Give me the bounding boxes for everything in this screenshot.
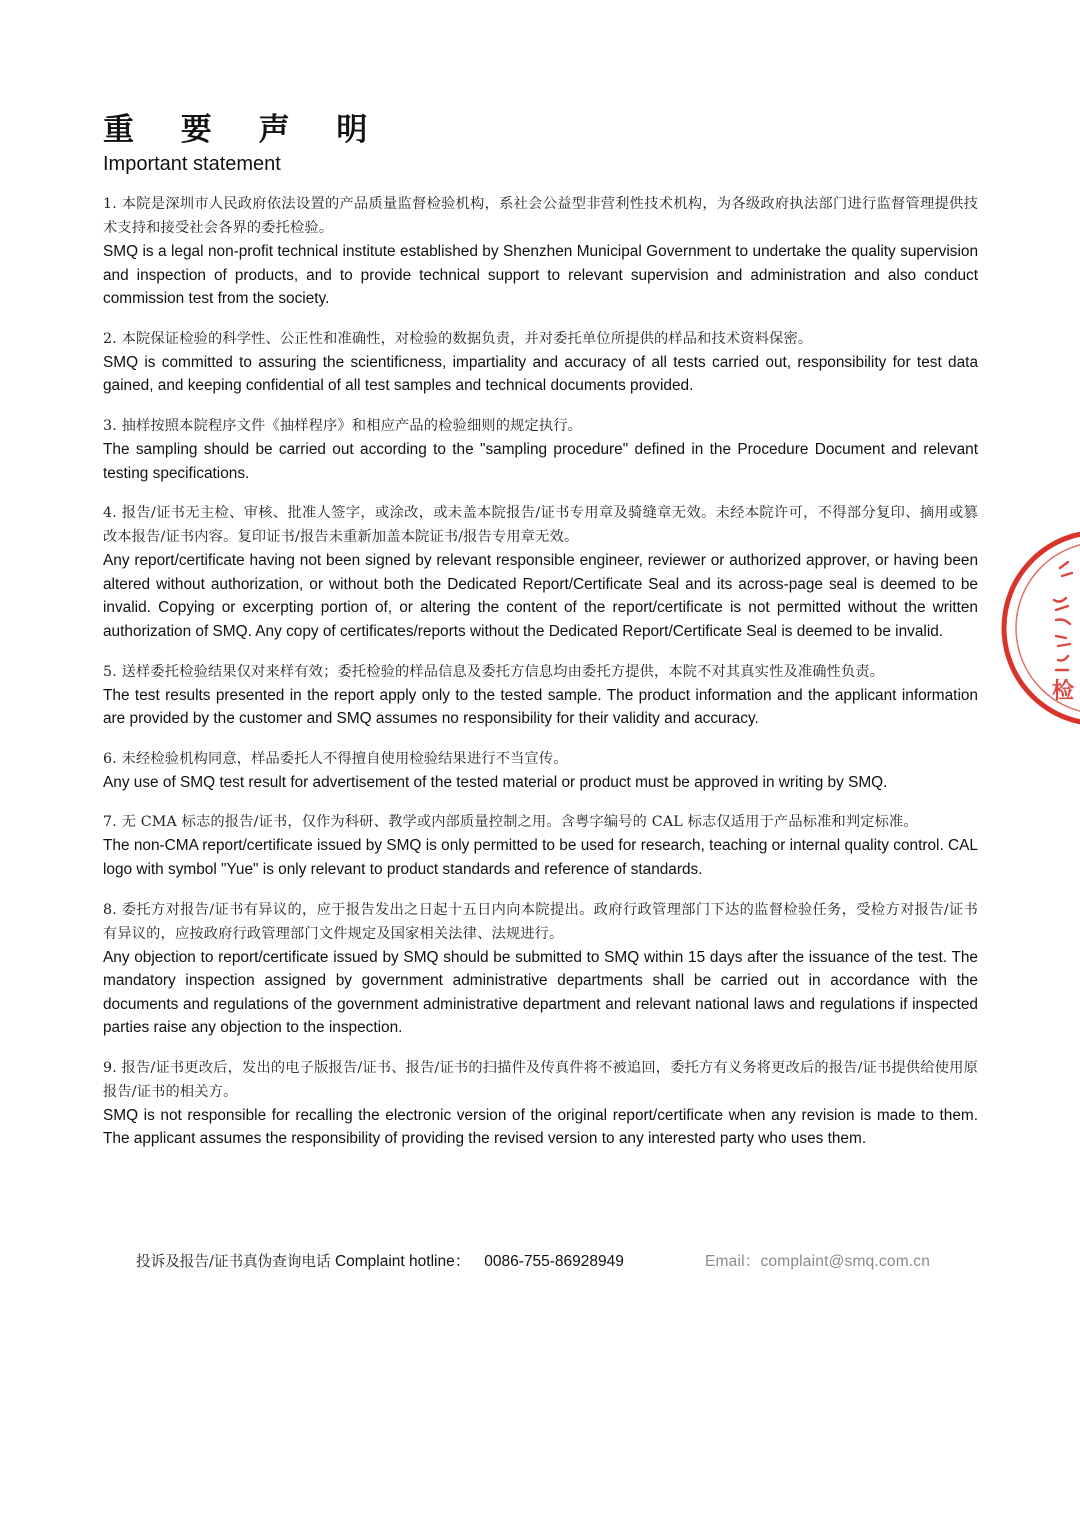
statement-text-cn: 2. 本院保证检验的科学性、公正性和准确性，对检验的数据负责，并对委托单位所提供的样品和技术资料保密。 — [103, 330, 813, 347]
statement-text-cn: 7. 无 CMA 标志的报告/证书，仅作为科研、教学或内部质量控制之用。含粤字编号的 CAL 标志仅适用于产品标准和判定标准。 — [103, 814, 918, 831]
statement-item — [103, 327, 978, 398]
statement-item — [103, 192, 978, 311]
statement-item — [103, 747, 978, 795]
red-seal-stamp — [1040, 528, 1080, 728]
statement-text-cn: 1. 本院是深圳市人民政府依法设置的产品质量监督检验机构，系社会公益型非营利性技术机构，为各级政府执法部门进行监督管理提供技术支持和接受社会各界的委托检验。 — [103, 196, 978, 236]
statement-text-en: The sampling should be carried out according to the "sampling procedure" defined in the Procedure Document and relevant testing specifications. — [103, 440, 978, 482]
statement-list — [103, 192, 978, 1167]
seal-glyph-strokes — [1054, 562, 1072, 670]
statement-text-en: The non-CMA report/certificate issued by SMQ is only permitted to be used for research, teaching or internal quality control. CAL logo with symbol "Yue" is only relevant to product standards and reference of standards. — [103, 837, 978, 878]
statement-text-en: The test results presented in the report apply only to the tested sample. The product information and the applicant information are provided by the customer and SMQ assumes no responsibility for their validity and accuracy. — [103, 686, 978, 728]
complaint-email[interactable]: Email：complaint@smq.com.cn — [705, 1253, 931, 1270]
page-title-cn: 重 要 声 明 — [103, 112, 386, 148]
hotline-label-cn: 投诉及报告/证书真伪查询电话 — [136, 1253, 331, 1270]
hotline-label-en: Complaint hotline： — [330, 1253, 471, 1270]
statement-text-en: Any use of SMQ test result for advertisement of the tested material or product must be approved in writing by SMQ. — [103, 773, 888, 791]
statement-text-cn: 6. 未经检验机构同意，样品委托人不得擅自使用检验结果进行不当宣传。 — [103, 750, 568, 767]
statement-text-en: Any objection to report/certificate issued by SMQ should be submitted to SMQ within 15 days after the issuance of the test. The mandatory inspection assigned by government administrative departments shall be carried out in accordance with the documents and regulations of the government administrative department and relevant national laws and regulations if inspected parties raise any objection to the inspection. — [103, 948, 978, 1037]
statement-item — [103, 501, 978, 643]
statement-text-cn: 3. 抽样按照本院程序文件《抽样程序》和相应产品的检验细则的规定执行。 — [103, 417, 583, 434]
statement-item — [103, 1056, 978, 1151]
statement-text-cn: 5. 送样委托检验结果仅对来样有效；委托检验的样品信息及委托方信息均由委托方提供，本院不对其真实性及准确性负责。 — [103, 663, 885, 680]
statement-text-cn: 8. 委托方对报告/证书有异议的，应于报告发出之日起十五日内向本院提出。政府行政管理部门下达的监督检验任务，受检方对报告/证书有异议的，应按政府行政管理部门文件规定及国家相关法律、法规进行。 — [103, 901, 978, 942]
statement-text-en: SMQ is a legal non-profit technical institute established by Shenzhen Municipal Government to undertake the quality supervision and inspection of products, and to provide technical support to relevant supervision and administration and also conduct commission test from the society. — [103, 243, 978, 308]
statement-item — [103, 414, 978, 485]
seal-glyph-char: 检 — [1052, 678, 1075, 704]
statement-item — [103, 898, 978, 1040]
statement-text-cn: 9. 报告/证书更改后，发出的电子版报告/证书、报告/证书的扫描件及传真件将不被追回，委托方有义务将更改后的报告/证书提供给使用原报告/证书的相关方。 — [103, 1059, 978, 1100]
statement-text-en: Any report/certificate having not been signed by relevant responsible engineer, reviewer or authorized approver, or having been altered without authorization, or without both the Dedicated Report/Certificate Seal and its across-page seal is deemed to be invalid. Copying or excerpting portion of, or altering the content of the report/certificate is not permitted without the written authorization of SMQ. Any copy of certificates/reports without the Dedicated Report/Certificate Seal is deemed to be invalid. — [103, 552, 978, 640]
page-title-en: Important statement — [103, 153, 281, 175]
statement-text-cn: 4. 报告/证书无主检、审核、批准人签字，或涂改，或未盖本院报告/证书专用章及骑缝章无效。未经本院许可，不得部分复印、摘用或篡改本报告/证书内容。复印证书/报告未重新加盖本院证书/报告专用章无效。 — [103, 505, 978, 546]
statement-text-en: SMQ is not responsible for recalling the electronic version of the original report/certificate when any revision is made to them. The applicant assumes the responsibility of providing the revised version to any interested party who uses them. — [103, 1106, 978, 1148]
statement-item — [103, 660, 978, 731]
statement-item — [103, 810, 978, 881]
complaint-footer — [136, 1250, 956, 1274]
hotline-phone[interactable]: 0086-755-86928949 — [484, 1253, 624, 1270]
statement-text-en: SMQ is committed to assuring the scientificness, impartiality and accuracy of all tests carried out, responsibility for test data gained, and keeping confidential of all test samples and technical documents provided. — [103, 353, 978, 395]
